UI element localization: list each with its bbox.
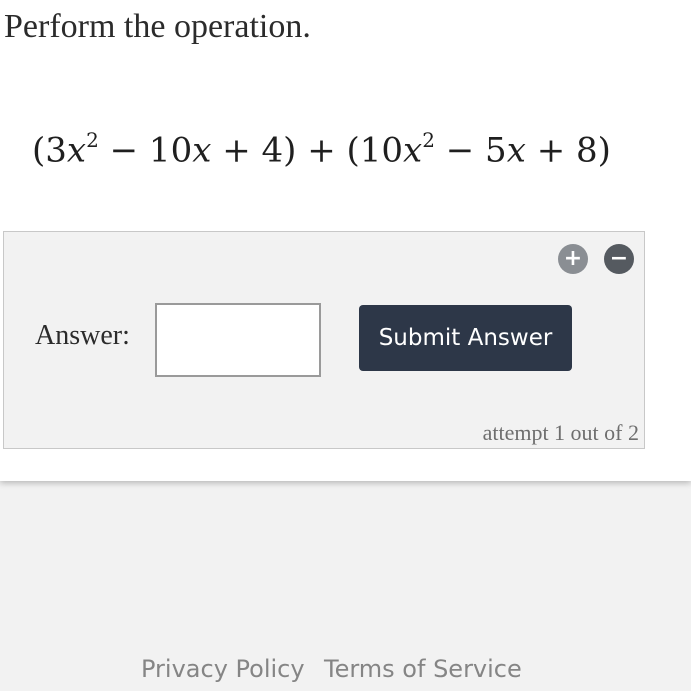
submit-answer-button[interactable]: Submit Answer	[359, 305, 572, 371]
expr-exponent: 2	[86, 128, 99, 152]
attempt-counter: attempt 1 out of 2	[482, 420, 639, 445]
zoom-out-icon[interactable]: −	[604, 244, 634, 274]
expr-part: − 5	[434, 130, 507, 171]
expr-variable: x	[192, 130, 212, 171]
question-instruction: Perform the operation.	[4, 8, 311, 45]
expr-exponent: 2	[422, 128, 435, 152]
expr-part: − 10	[98, 130, 193, 171]
expr-part: + 4) + (10	[211, 130, 404, 171]
terms-of-service-link[interactable]: Terms of Service	[324, 655, 522, 683]
zoom-in-icon[interactable]: +	[558, 244, 588, 274]
privacy-policy-link[interactable]: Privacy Policy	[141, 655, 305, 683]
math-expression	[32, 130, 611, 170]
expr-variable: x	[66, 130, 87, 171]
expr-variable: x	[506, 130, 526, 171]
answer-input[interactable]	[155, 303, 321, 377]
expr-part: (3	[32, 130, 67, 171]
expr-variable: x	[403, 130, 423, 171]
answer-label: Answer:	[35, 320, 130, 351]
expr-part: + 8)	[525, 130, 611, 171]
